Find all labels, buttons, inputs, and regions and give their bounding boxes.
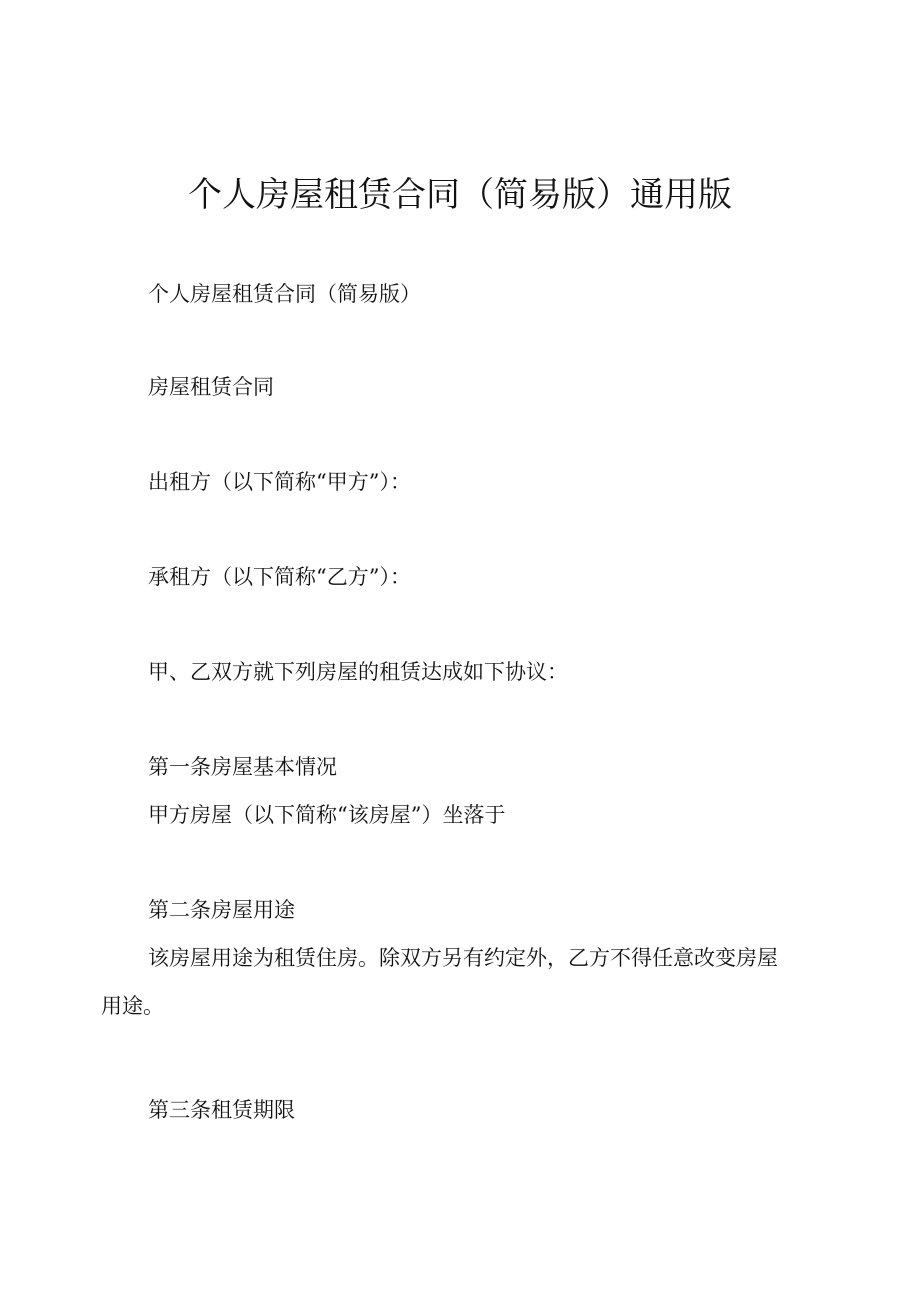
lessor-line: 出租方（以下简称“甲方”）：: [148, 470, 411, 494]
article-2-text-line-2: 用途。: [101, 994, 164, 1018]
document-title: 个人房屋租赁合同（简易版）通用版: [188, 175, 732, 215]
article-2-heading: 第二条房屋用途: [148, 898, 295, 922]
agreement-intro-line: 甲、乙双方就下列房屋的租赁达成如下协议：: [148, 660, 568, 684]
article-2-text-line-1: 该房屋用途为租赁住房。除双方另有约定外，乙方不得任意改变房屋: [148, 946, 778, 970]
article-1-heading: 第一条房屋基本情况: [148, 755, 337, 779]
subtitle-line: 个人房屋租赁合同（简易版）: [148, 282, 421, 306]
lessee-line: 承租方（以下简称“乙方”）：: [148, 565, 411, 589]
article-3-heading: 第三条租赁期限: [148, 1098, 295, 1122]
contract-heading-line: 房屋租赁合同: [148, 375, 274, 399]
article-1-text: 甲方房屋（以下简称“该房屋”）坐落于: [148, 803, 506, 827]
